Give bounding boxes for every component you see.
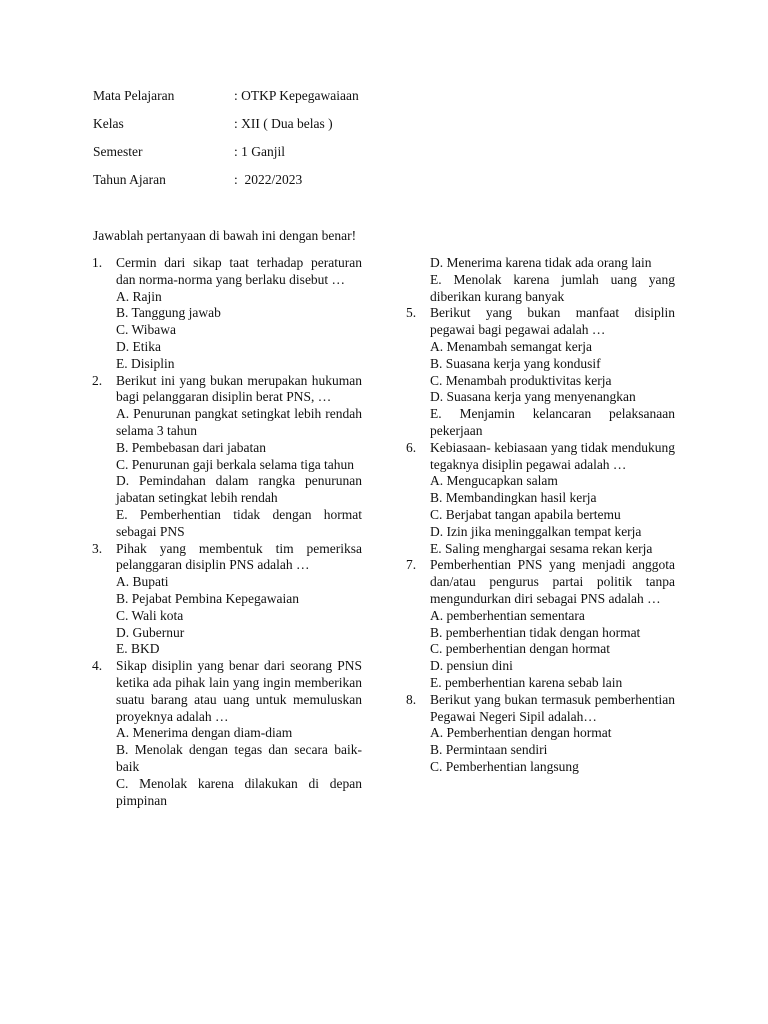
- answer-option: C. Menambah produktivitas kerja: [430, 372, 612, 388]
- question-number: 5.: [406, 305, 417, 321]
- answer-option: B. Membandingkan hasil kerja: [430, 490, 597, 506]
- answer-option: A. Pemberhentian dengan hormat: [430, 725, 612, 741]
- answer-option: E. Pemberhentian tidak dengan hormat sebagai PNS: [116, 506, 362, 539]
- header-label: Semester: [93, 144, 143, 159]
- header-row-year: [93, 172, 359, 200]
- answer-option: A. pemberhentian sementara: [430, 607, 585, 623]
- question-text: Pemberhentian PNS yang menjadi anggota dan/atau pengurus partai politik tanpa mengundurkan diri sebagai PNS adalah …: [430, 557, 675, 606]
- answer-option: E. pemberhentian karena sebab lain: [430, 674, 623, 690]
- question-1: [92, 255, 362, 373]
- answer-option: A. Menambah semangat kerja: [430, 338, 592, 354]
- answer-option: B. Pembebasan dari jabatan: [116, 439, 266, 455]
- header-label: Mata Pelajaran: [93, 88, 175, 103]
- answer-option: B. Suasana kerja yang kondusif: [430, 355, 601, 371]
- answer-option: A. Mengucapkan salam: [430, 473, 558, 489]
- question-number: 1.: [92, 255, 103, 270]
- answer-option: C. Wali kota: [116, 607, 184, 623]
- answer-option: E. Menjamin kelancaran pelaksanaan pekerjaan: [430, 406, 675, 438]
- answer-option: B. Pejabat Pembina Kepegawaian: [116, 590, 299, 606]
- question-8: [406, 691, 675, 776]
- question-number: 2.: [92, 372, 103, 388]
- question-number: 8.: [406, 691, 417, 707]
- answer-option: D. pensiun dini: [430, 658, 513, 674]
- answer-option: C. Menolak karena dilakukan di depan pimpinan: [116, 775, 362, 808]
- answer-option: D. Suasana kerja yang menyenangkan: [430, 389, 636, 405]
- answer-option: D. Etika: [116, 338, 161, 354]
- question-3: [92, 540, 362, 659]
- header-row-subject: [93, 88, 359, 116]
- question-text: Berikut ini yang bukan merupakan hukuman bagi pelanggaran disiplin berat PNS, …: [116, 372, 362, 405]
- question-4-continued: [430, 255, 675, 305]
- question-text: Sikap disiplin yang benar dari seorang PNS ketika ada pihak lain yang ingin memberikan suatu barang atau uang untuk memuluskan proyeknya adalah …: [116, 658, 362, 724]
- question-text: Cermin dari sikap taat terhadap peraturan dan norma-norma yang berlaku disebut …: [116, 255, 362, 287]
- answer-option: D. Pemindahan dalam rangka penurunan jabatan setingkat lebih rendah: [116, 473, 362, 506]
- answer-option: E. Menolak karena jumlah uang yang diberikan kurang banyak: [430, 271, 675, 304]
- header-label: Tahun Ajaran: [93, 172, 166, 187]
- question-text: Berikut yang bukan manfaat disiplin pegawai bagi pegawai adalah …: [430, 305, 675, 338]
- answer-option: C. pemberhentian dengan hormat: [430, 641, 610, 657]
- header-value: : 1 Ganjil: [234, 144, 285, 159]
- question-text: Kebiasaan- kebiasaan yang tidak mendukung tegaknya disiplin pegawai adalah …: [430, 439, 675, 472]
- answer-option: C. Wibawa: [116, 322, 176, 338]
- question-number: 4.: [92, 658, 103, 674]
- header-value: : OTKP Kepegawaiaan: [234, 88, 359, 103]
- answer-option: D. Izin jika meninggalkan tempat kerja: [430, 523, 642, 539]
- exam-header: [93, 88, 359, 200]
- question-number: 3.: [92, 540, 103, 556]
- header-value: : XII ( Dua belas ): [234, 116, 333, 131]
- question-number: 6.: [406, 439, 417, 455]
- answer-option: E. BKD: [116, 641, 160, 657]
- answer-option: D. Menerima karena tidak ada orang lain: [430, 255, 652, 270]
- question-2: [92, 372, 362, 541]
- answer-option: B. Menolak dengan tegas dan secara baik-baik: [116, 742, 362, 774]
- header-row-semester: [93, 144, 359, 172]
- answer-option: C. Berjabat tangan apabila bertemu: [430, 506, 621, 522]
- question-text: Pihak yang membentuk tim pemeriksa pelanggaran disiplin PNS adalah …: [116, 540, 362, 573]
- answer-option: C. Penurunan gaji berkala selama tiga tahun: [116, 456, 355, 472]
- question-6: [406, 439, 675, 558]
- instruction-text: Jawablah pertanyaan di bawah ini dengan benar!: [93, 228, 357, 243]
- question-4: [92, 658, 362, 809]
- header-label: Kelas: [93, 116, 124, 131]
- answer-option: B. Permintaan sendiri: [430, 742, 548, 758]
- left-column: [92, 255, 362, 809]
- answer-option: A. Menerima dengan diam-diam: [116, 725, 293, 741]
- question-7: [406, 557, 675, 691]
- answer-option: D. Gubernur: [116, 624, 185, 640]
- answer-option: A. Bupati: [116, 574, 169, 590]
- question-number: 7.: [406, 557, 417, 573]
- answer-option: C. Pemberhentian langsung: [430, 758, 579, 774]
- answer-option: A. Rajin: [116, 288, 162, 304]
- question-5: [406, 305, 675, 439]
- header-value: : 2022/2023: [234, 172, 303, 187]
- header-row-class: [93, 116, 359, 144]
- answer-option: E. Disiplin: [116, 355, 175, 371]
- answer-option: B. Tanggung jawab: [116, 305, 221, 321]
- answer-option: A. Penurunan pangkat setingkat lebih rendah selama 3 tahun: [116, 406, 362, 438]
- answer-option: B. pemberhentian tidak dengan hormat: [430, 624, 641, 640]
- right-column: [406, 255, 675, 776]
- answer-option: E. Saling menghargai sesama rekan kerja: [430, 540, 653, 556]
- question-text: Berikut yang bukan termasuk pemberhentian Pegawai Negeri Sipil adalah…: [430, 691, 675, 724]
